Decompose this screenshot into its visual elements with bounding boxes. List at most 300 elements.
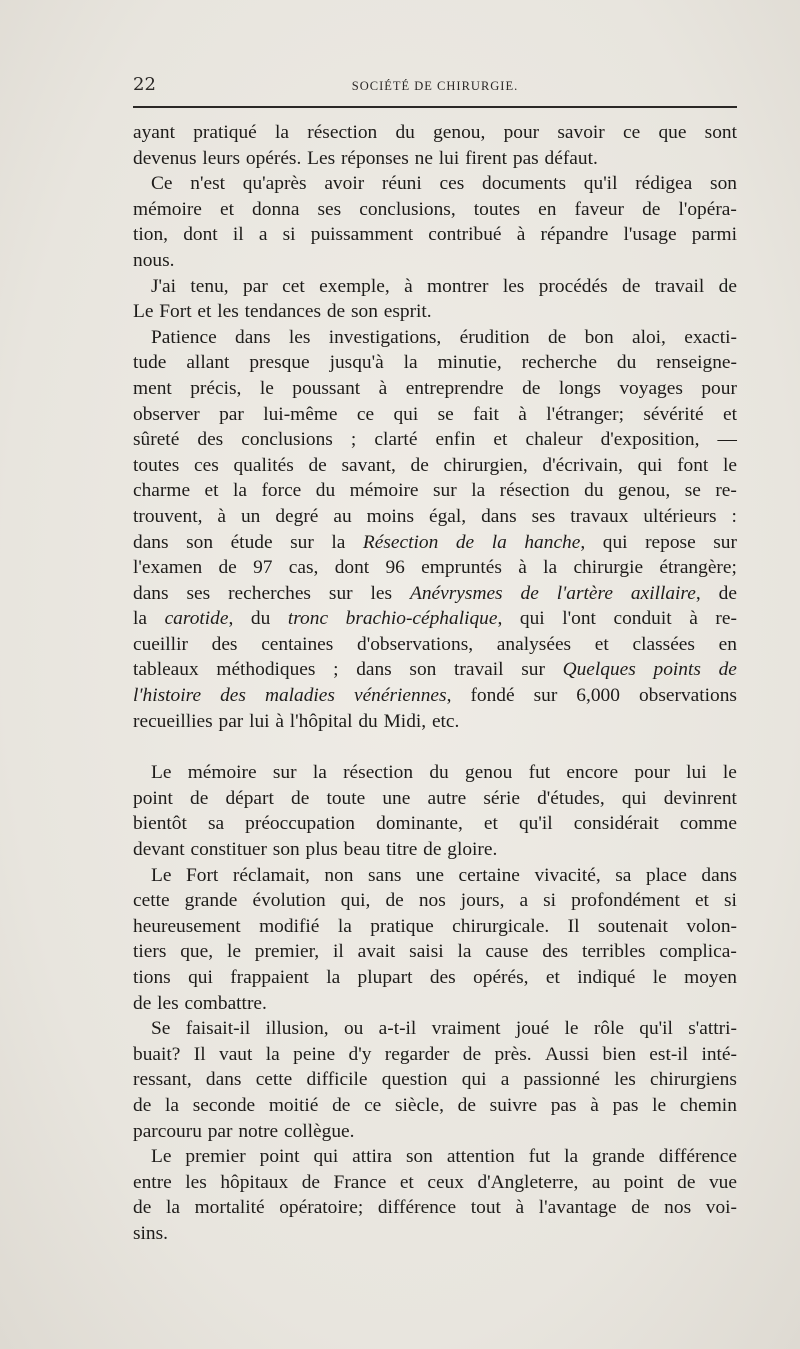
word: des (542, 941, 569, 963)
word: à (590, 1094, 599, 1116)
word: résection (499, 480, 570, 502)
word: centaines (261, 633, 334, 655)
word: méthodiques (216, 659, 316, 681)
word: conduit (613, 608, 672, 630)
word: de (291, 787, 310, 809)
word: fut (528, 762, 551, 784)
word: modifié (259, 915, 320, 937)
text-line (133, 274, 737, 300)
word: pratiqué (193, 122, 257, 143)
word: maladies (264, 685, 335, 707)
word: carotide, (164, 608, 234, 630)
word: évolution (252, 890, 326, 912)
word: à (518, 557, 527, 579)
word: jusqu'à (329, 352, 384, 374)
word: des (429, 967, 456, 988)
word: Les (307, 147, 336, 169)
word: la (133, 608, 147, 630)
word: ultérieurs (643, 505, 717, 527)
word: la (337, 915, 352, 937)
word: clarté (374, 429, 418, 451)
word: de (133, 1197, 152, 1219)
word: par (219, 403, 244, 425)
word: répandre (540, 224, 609, 246)
word: que (658, 122, 687, 143)
word: cas, (288, 557, 319, 579)
word: ces (194, 454, 219, 476)
word: chemin (679, 1094, 737, 1116)
word: opératoire; (279, 1197, 364, 1219)
word: à (275, 710, 284, 732)
word: beau (343, 839, 381, 861)
word: re- (715, 608, 737, 630)
word: esprit. (383, 301, 432, 323)
word: lui (438, 147, 460, 169)
word: chirurgie (573, 557, 644, 579)
paragraph-gap (133, 734, 737, 760)
word: sur (433, 480, 457, 502)
text-line (133, 657, 737, 683)
word: étrangère; (659, 557, 737, 579)
word: le (652, 1094, 667, 1116)
word: les (502, 275, 525, 297)
word: qui (313, 1146, 339, 1168)
word: classées (632, 633, 695, 655)
word: Le (151, 762, 172, 784)
word: non (324, 864, 354, 886)
word: de (423, 839, 442, 861)
text-line (133, 965, 737, 991)
word: point (259, 1146, 300, 1168)
word: et (219, 198, 234, 220)
word: fut (528, 1146, 551, 1168)
word: moins (366, 505, 415, 527)
word: montrer (427, 275, 489, 297)
word: illusion, (265, 1018, 329, 1040)
word: série (483, 787, 520, 809)
text-line (133, 1093, 737, 1119)
word: de (718, 275, 737, 297)
text-line (133, 325, 737, 351)
word: considérait (573, 813, 659, 835)
word: réclamait, (232, 864, 310, 886)
word: que, (180, 941, 214, 963)
word: est-il (649, 1043, 689, 1065)
word: de (718, 659, 737, 681)
word: qu'il (583, 173, 618, 195)
word: le (652, 967, 667, 988)
word: hôpitaux (220, 1171, 289, 1193)
word: toute (326, 787, 366, 809)
text-line (133, 146, 737, 172)
word: par (207, 1120, 233, 1142)
word: ce (364, 1094, 382, 1116)
word: certaine (458, 864, 520, 886)
word: si (543, 890, 557, 912)
word: l'histoire (133, 685, 202, 707)
word: Il (193, 1043, 206, 1065)
word: ment (133, 377, 172, 399)
word: siècle, (394, 1094, 444, 1116)
word: genou, (433, 122, 486, 143)
page-number: 22 (133, 74, 156, 95)
word: chaleur (525, 429, 583, 451)
word: entreprendre (405, 377, 504, 399)
word: jours, (460, 890, 505, 912)
word: tude (133, 352, 167, 374)
word: de (218, 557, 237, 579)
word: donna (252, 198, 300, 220)
word: chirurgicale. (452, 915, 550, 937)
word: le (564, 1018, 579, 1040)
word: ressant, (133, 1069, 192, 1091)
word: son (186, 531, 214, 553)
word: grande (184, 890, 238, 912)
word: de (547, 326, 567, 348)
word: dont (334, 557, 370, 579)
word: toutes (133, 454, 180, 476)
word: moyen (684, 967, 737, 988)
paragraph (133, 120, 737, 171)
word: d'écrivain, (542, 454, 623, 476)
word: les (217, 301, 239, 323)
word: soutenait (597, 915, 668, 937)
word: la (165, 1094, 179, 1116)
word: Résection (362, 531, 439, 553)
word: rôle (593, 1018, 624, 1040)
word: pas (512, 147, 539, 169)
word: passionné (523, 1069, 601, 1091)
word: du (315, 480, 336, 502)
word: recueillies (133, 710, 213, 732)
word: fait (473, 403, 499, 425)
word: résection (307, 122, 378, 143)
word: aloi, (631, 326, 666, 348)
word: dans (133, 531, 169, 553)
word: sa (207, 813, 225, 835)
word: dans (356, 659, 392, 681)
word: sur (521, 659, 545, 681)
word: exemple, (319, 275, 390, 297)
word: qui (602, 531, 628, 553)
word: savant, (341, 454, 396, 476)
paragraph (133, 1016, 737, 1144)
text-line (133, 197, 737, 223)
word: de (522, 377, 541, 399)
word: dans (481, 505, 517, 527)
word: encore (566, 762, 619, 784)
word: force (261, 480, 302, 502)
word: re- (715, 480, 737, 502)
word: devenus (133, 147, 197, 169)
word: une (382, 787, 411, 809)
word: du (429, 762, 449, 784)
word: son (405, 1146, 433, 1168)
word: d'études, (537, 787, 605, 809)
word: 97 (253, 557, 273, 579)
word: la (403, 352, 418, 374)
word: sur (328, 582, 353, 604)
word: Il (567, 915, 580, 937)
word: à (515, 1197, 525, 1219)
word: bientôt (133, 813, 187, 835)
text-line (133, 1042, 737, 1068)
word: Ce (151, 173, 173, 195)
word: réuni (381, 173, 422, 195)
word: observations (638, 685, 737, 707)
word: l'hôpital (289, 710, 353, 732)
word: genou (464, 762, 513, 784)
word: suivre (489, 1094, 538, 1116)
word: sur (533, 685, 558, 707)
running-title: SOCIÉTÉ DE CHIRURGIE. (351, 79, 519, 93)
word: opérés. (245, 147, 302, 169)
word: voi- (705, 1197, 737, 1219)
word: tenu, (190, 275, 229, 297)
word: sa (615, 864, 632, 886)
word: sur (290, 531, 314, 553)
word: constituer (190, 839, 267, 861)
word: analysées (496, 633, 572, 655)
text-line (133, 837, 737, 863)
word: 96 (385, 557, 405, 579)
word: rédigea (635, 173, 693, 195)
word: différence (377, 1197, 457, 1219)
text-line (133, 786, 737, 812)
word: plupart (357, 967, 413, 988)
word: son (409, 659, 437, 681)
word: et (483, 813, 498, 835)
word: point (623, 1171, 664, 1193)
word: Se (151, 1018, 171, 1040)
word: ayant (133, 122, 175, 143)
word: le (723, 454, 737, 476)
word: la (457, 941, 472, 963)
word: ses (186, 582, 211, 604)
word: avait (357, 941, 396, 963)
word: recherches (228, 582, 311, 604)
word: chirurgien, (443, 454, 528, 476)
word: opérés, (473, 967, 529, 988)
paragraph (133, 325, 737, 735)
word: pas (612, 1094, 639, 1116)
word: étude (230, 531, 273, 553)
word: ce (622, 122, 641, 143)
text-line (133, 914, 737, 940)
paragraph (133, 1144, 737, 1246)
word: — (717, 429, 737, 451)
word: de (190, 787, 209, 809)
text-line (133, 1170, 737, 1196)
word: son (710, 173, 737, 195)
text-line (133, 453, 737, 479)
word: cette (133, 890, 170, 912)
text-line (133, 581, 737, 607)
word: et (722, 403, 737, 425)
word: tions (133, 967, 171, 988)
word: conclusions, (359, 198, 456, 220)
word: la (543, 557, 558, 579)
word: la (471, 480, 486, 502)
word: les (614, 1069, 636, 1091)
word: premier, (254, 941, 320, 963)
word: la (331, 531, 346, 553)
word: mortalité (194, 1197, 265, 1219)
word: comme (679, 813, 737, 835)
word: tableaux (133, 659, 199, 681)
word: J'ai (151, 275, 177, 297)
word: les (288, 326, 311, 348)
word: Le (151, 864, 172, 886)
word: 6,000 (576, 685, 620, 707)
word: sévérité (643, 403, 704, 425)
word: parcouru (133, 1120, 202, 1142)
word: avoir (324, 173, 365, 195)
word: ce (356, 403, 375, 425)
word: près. (494, 1043, 532, 1065)
word: dans (701, 864, 737, 886)
word: vivacité, (534, 864, 601, 886)
word: une (416, 864, 444, 886)
page-header (133, 74, 737, 98)
word: lui (249, 710, 270, 732)
word: ; (350, 429, 357, 451)
text-line (133, 376, 737, 402)
text-line (133, 1016, 737, 1042)
word: ses (531, 505, 556, 527)
word: l'artère (556, 582, 613, 604)
word: a (258, 224, 268, 246)
word: à (689, 608, 698, 630)
text-line (133, 632, 737, 658)
word: indiqué (577, 967, 636, 988)
word: défaut. (544, 147, 598, 169)
word: si (282, 224, 296, 246)
word: les (157, 992, 179, 1014)
paragraph (133, 274, 737, 325)
word: des (220, 685, 246, 707)
word: etc. (431, 710, 460, 732)
word: l'opéra- (678, 198, 737, 220)
word: sont (704, 122, 737, 143)
word: attira (352, 1146, 392, 1168)
word: moitié (268, 1094, 319, 1116)
word: s'attri- (688, 1018, 737, 1040)
text-line (133, 402, 737, 428)
word: Anévrysmes (410, 582, 503, 604)
paragraph (133, 863, 737, 1017)
word: à (378, 377, 388, 399)
text-line (133, 427, 737, 453)
word: de (332, 1094, 351, 1116)
word: la (326, 967, 341, 988)
word: résection (343, 762, 414, 784)
word: des (197, 429, 224, 451)
word: la (564, 1146, 579, 1168)
word: et (399, 1171, 414, 1193)
word: érudition (459, 326, 530, 348)
word: Quelques (562, 659, 636, 681)
word: et (694, 890, 709, 912)
word: brachio-céphalique, (345, 608, 503, 630)
text-line (133, 530, 737, 556)
text-line (133, 222, 737, 248)
word: la (275, 122, 289, 143)
word: précis, (190, 377, 242, 399)
word: du (358, 710, 378, 732)
word: grande (592, 1146, 645, 1168)
text-line (133, 1195, 737, 1221)
word: volon- (686, 915, 737, 937)
word: cueillir (133, 633, 188, 655)
word: par (243, 275, 268, 297)
word: qui (393, 403, 419, 425)
text-line (133, 991, 737, 1017)
word: font (677, 454, 709, 476)
word: plus (305, 839, 338, 861)
word: recherche (521, 352, 597, 374)
word: presque (249, 352, 310, 374)
word: de (677, 1171, 696, 1193)
word: point (133, 787, 173, 809)
word: n'est (190, 173, 226, 195)
word: nos (418, 890, 446, 912)
text-line (133, 760, 737, 786)
paragraph (133, 171, 737, 273)
text-line (133, 939, 737, 965)
word: d'exposition, (600, 429, 700, 451)
text-line (133, 350, 737, 376)
word: pratique (370, 915, 434, 937)
text-line (133, 888, 737, 914)
word: ne (414, 147, 433, 169)
word: difficile (306, 1069, 368, 1091)
word: et (204, 480, 219, 502)
word: tout (470, 1197, 501, 1219)
word: profondément (571, 890, 680, 912)
word: repose (645, 531, 696, 553)
body-text (133, 120, 737, 1247)
text-line (133, 478, 737, 504)
word: du (250, 608, 271, 630)
word: et (545, 967, 560, 988)
word: égal, (428, 505, 467, 527)
word: se (684, 480, 701, 502)
word: qui, (340, 890, 371, 912)
word: genou, (617, 480, 671, 502)
word: dans (205, 1069, 242, 1091)
word: Patience (151, 326, 217, 348)
word: le (259, 377, 274, 399)
word: à (404, 275, 413, 297)
word: renseigne- (656, 352, 737, 374)
word: sins. (133, 1222, 169, 1244)
word: conclusions (241, 429, 333, 451)
word: qu'il (639, 1018, 673, 1040)
word: poussant (292, 377, 361, 399)
word: à (217, 505, 227, 527)
word: voyages (619, 377, 683, 399)
word: combattre. (184, 992, 267, 1014)
word: de (410, 454, 429, 476)
word: différence (658, 1146, 737, 1168)
word: qui (519, 608, 545, 630)
word: nos (664, 1197, 692, 1219)
word: contribué (428, 224, 502, 246)
word: observer (133, 403, 200, 425)
word: de (326, 301, 346, 323)
word: chirurgiens (650, 1069, 737, 1091)
